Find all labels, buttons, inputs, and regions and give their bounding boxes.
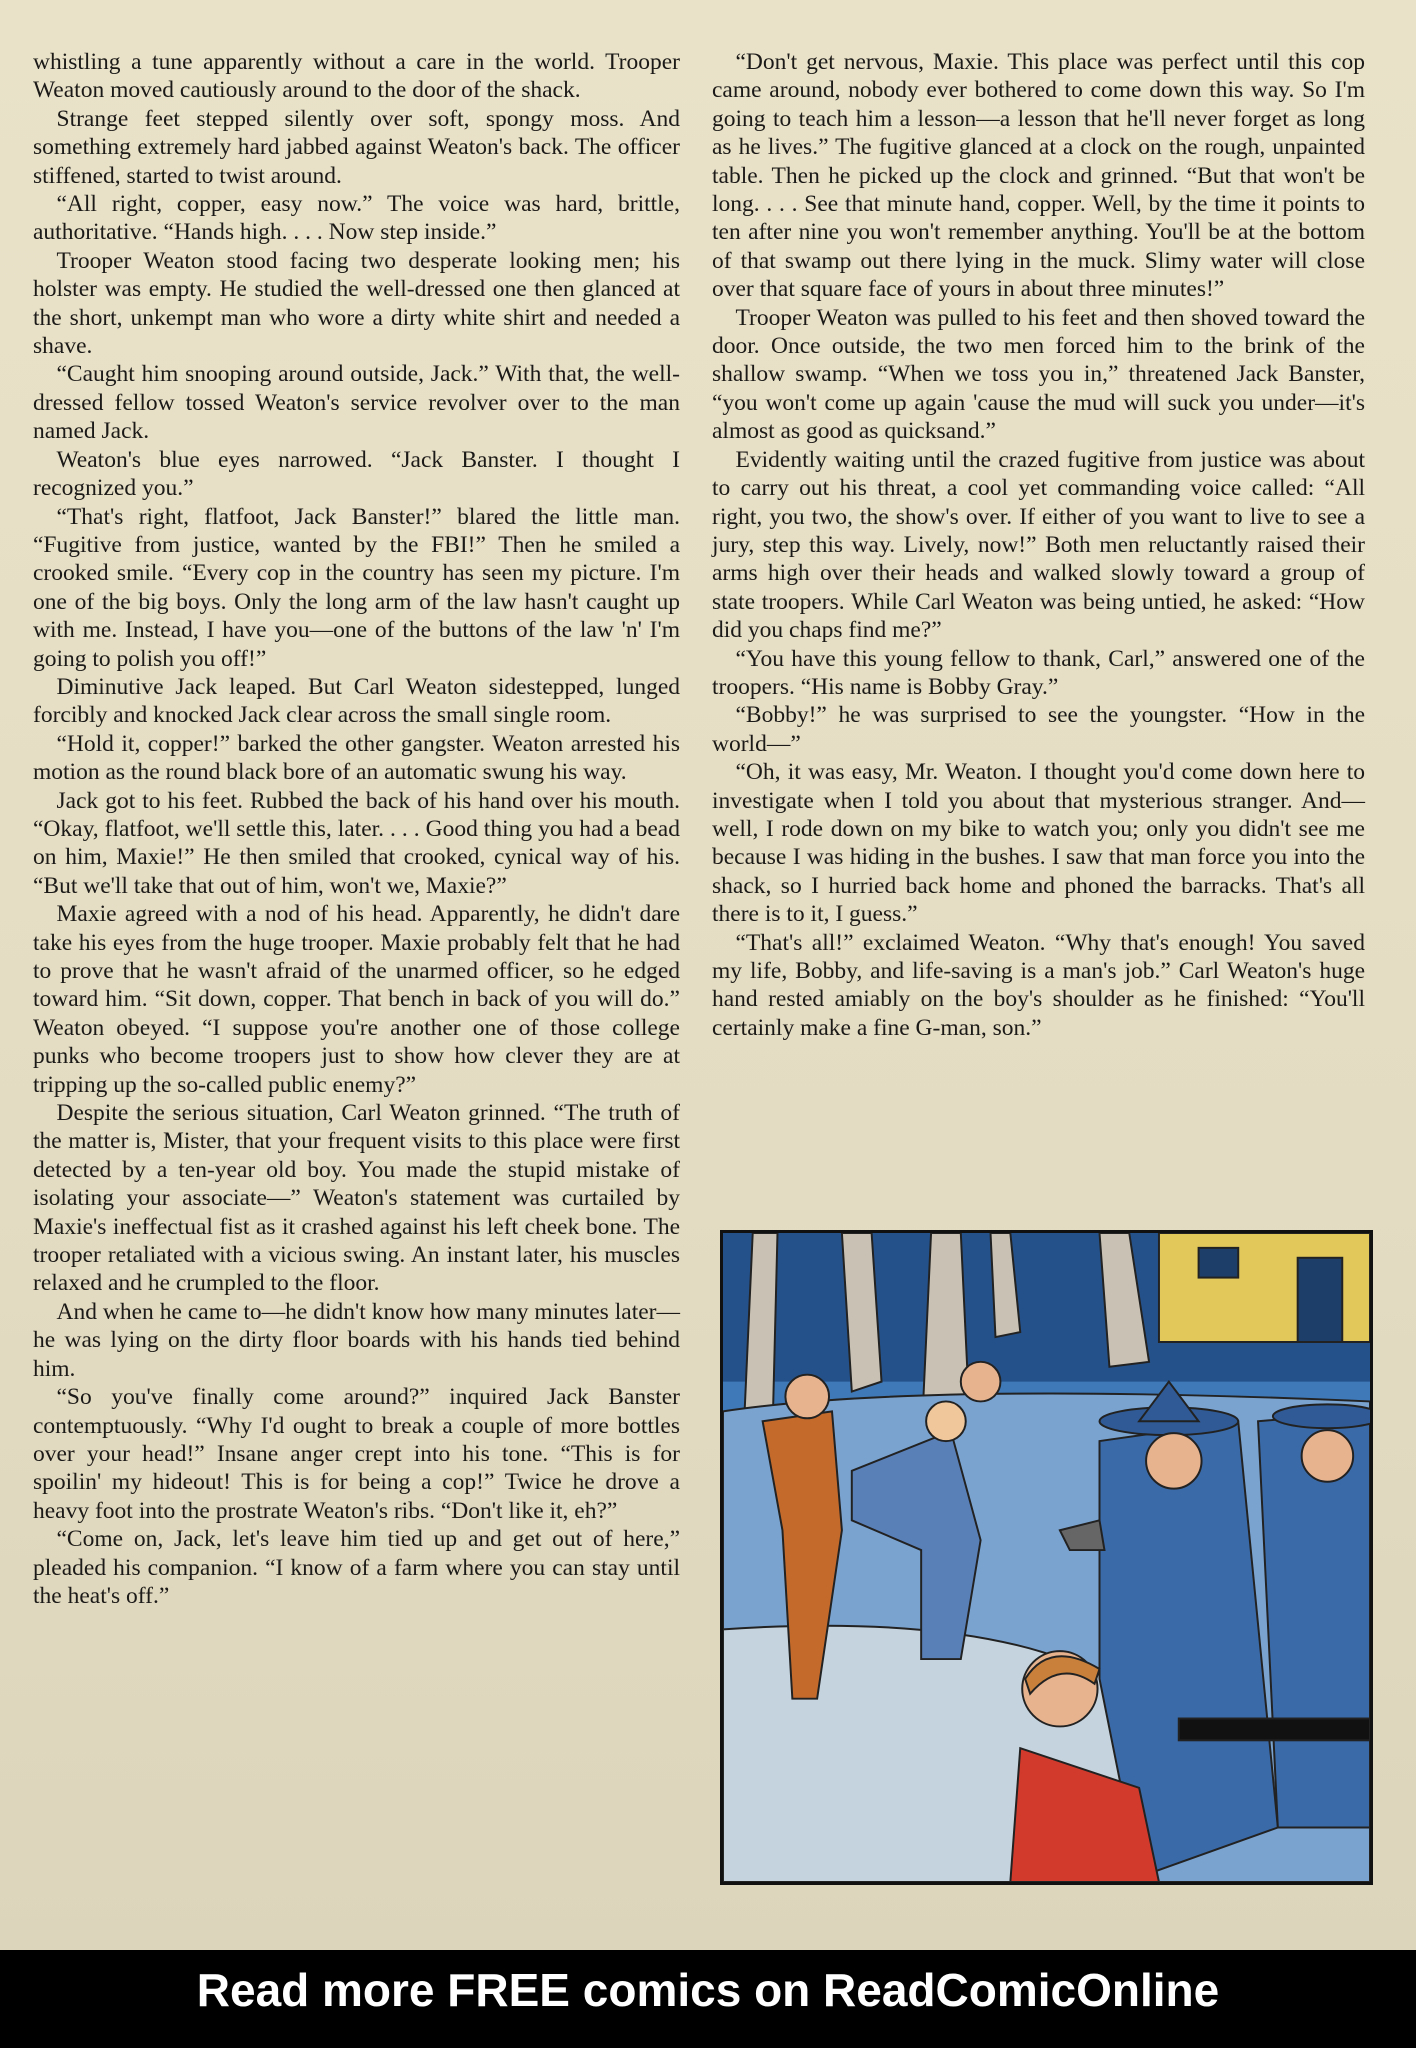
story-paragraph: “That's all!” exclaimed Weaton. “Why that's enough! You saved my life, Bobby, and life-saving is a man's job.” Carl Weaton's huge hand rested amiably on the boy's shoulder as he finished: “You'll certainly make a fine G-man, son.”	[712, 929, 1365, 1041]
story-paragraph: Trooper Weaton was pulled to his feet and then shoved toward the door. Once outside, the two men forced him to the brink of the shallow swamp. “When we toss you in,” threatened Jack Banster, “you won't come up again 'cause the mud will suck you under—it's almost as good as quicksand.”	[712, 304, 1365, 445]
story-paragraph: Strange feet stepped silently over soft, spongy moss. And something extremely hard jabbed against Weaton's back. The officer stiffened, started to twist around.	[33, 105, 680, 189]
story-paragraph: Trooper Weaton stood facing two desperate looking men; his holster was empty. He studied the well-dressed one then glanced at the short, unkempt man who wore a dirty white shirt and needed a shave.	[33, 247, 680, 360]
story-left-column	[33, 48, 680, 1610]
comic-panel-illustration	[720, 1230, 1373, 1885]
story-paragraph: “Don't get nervous, Maxie. This place was perfect until this cop came around, nobody ever bothered to come down this way. So I'm going to teach him a lesson—a lesson that he'll never forget as long as he lives.” The fugitive glanced at a clock on the rough, unpainted table. Then he picked up the clock and grinned. “But that won't be long. . . . See that minute hand, copper. Well, by the time it points to ten after nine you won't remember anything. You'll be at the bottom of that swamp out there lying in the muck. Slimy water will close over that square face of yours in about three minutes!”	[712, 49, 1365, 303]
promo-banner	[0, 1950, 1416, 2048]
story-paragraph: Weaton's blue eyes narrowed. “Jack Banster. I thought I recognized you.”	[33, 446, 680, 502]
story-paragraph: Despite the serious situation, Carl Weaton grinned. “The truth of the matter is, Mister, that your frequent visits to this place were first detected by a ten-year old boy. You made the stupid mistake of isolating your associate—” Weaton's statement was curtailed by Maxie's ineffectual fist as it crashed against his left cheek bone. The trooper retaliated with a vicious swing. An instant later, his muscles relaxed and he crumpled to the floor.	[33, 1100, 680, 1297]
story-right-column	[712, 48, 1365, 1042]
swamp-arrest-scene	[723, 1233, 1370, 1882]
story-paragraph: “So you've finally come around?” inquired Jack Banster contemptuously. “Why I'd ought to break a couple of more bottles over your head!” Insane anger crept into his tone. “This is for spoilin' my hideout! This is for being a cop!” Twice he drove a heavy foot into the prostrate Weaton's ribs. “Don't like it, eh?”	[33, 1384, 680, 1524]
story-paragraph: “That's right, flatfoot, Jack Banster!” blared the little man. “Fugitive from justice, wanted by the FBI!” Then he smiled a crooked smile. “Every cop in the country has seen my picture. I'm one of the big boys. Only the long arm of the law hasn't caught up with me. Instead, I have you—one of the buttons of the law 'n' I'm going to polish you off!”	[33, 503, 680, 672]
story-paragraph: “You have this young fellow to thank, Carl,” answered one of the troopers. “His name is Bobby Gray.”	[712, 645, 1365, 700]
story-paragraph: Diminutive Jack leaped. But Carl Weaton sidestepped, lunged forcibly and knocked Jack clear across the small single room.	[33, 673, 680, 729]
story-paragraph: “Come on, Jack, let's leave him tied up and get out of here,” pleaded his companion. “I know of a farm where you can stay until the heat's off.”	[33, 1526, 680, 1609]
story-paragraph: Jack got to his feet. Rubbed the back of his hand over his mouth. “Okay, flatfoot, we'll settle this, later. . . . Good thing you had a bead on him, Maxie!” He then smiled that crooked, cynical way of his. “But we'll take that out of him, won't we, Maxie?”	[33, 787, 680, 899]
story-paragraph: whistling a tune apparently without a care in the world. Trooper Weaton moved cautiously around to the door of the shack.	[33, 49, 680, 104]
story-paragraph: And when he came to—he didn't know how many minutes later—he was lying on the dirty floor boards with his hands tied behind him.	[33, 1298, 680, 1382]
story-paragraph: “Oh, it was easy, Mr. Weaton. I thought you'd come down here to investigate when I told you about that mysterious stranger. And—well, I rode down on my bike to watch you; only you didn't see me because I was hiding in the bushes. I saw that man force you into the shack, so I hurried back home and phoned the barracks. That's all there is to it, I guess.”	[712, 759, 1365, 928]
story-paragraph: “Caught him snooping around outside, Jack.” With that, the well-dressed fellow tossed Weaton's service revolver over to the man named Jack.	[33, 361, 680, 445]
shack	[1159, 1233, 1370, 1342]
story-paragraph: “Hold it, copper!” barked the other gangster. Weaton arrested his motion as the round black bore of an automatic swung his way.	[33, 730, 680, 786]
story-paragraph: Maxie agreed with a nod of his head. Apparently, he didn't dare take his eyes from the huge trooper. Maxie probably felt that he had to prove that he wasn't afraid of the unarmed officer, so he edged toward him. “Sit down, copper. That bench in back of you will do.” Weaton obeyed. “I suppose you're another one of those college punks who become troopers just to show how clever they are at tripping up the so-called public enemy?”	[33, 901, 680, 1098]
story-paragraph: Evidently waiting until the crazed fugitive from justice was about to carry out his threat, a cool yet commanding voice called: “All right, you two, the show's over. If either of you want to live to see a jury, step this way. Lively, now!” Both men reluctantly raised their arms high over their heads and walked slowly toward a group of state troopers. While Carl Weaton was being untied, he asked: “How did you chaps find me?”	[712, 446, 1365, 644]
promo-banner-text: Read more FREE comics on ReadComicOnline	[196, 1964, 1220, 2016]
story-paragraph: “Bobby!” he was surprised to see the youngster. “How in the world—”	[712, 702, 1365, 757]
story-paragraph: “All right, copper, easy now.” The voice was hard, brittle, authoritative. “Hands high. . . . Now step inside.”	[33, 191, 680, 246]
